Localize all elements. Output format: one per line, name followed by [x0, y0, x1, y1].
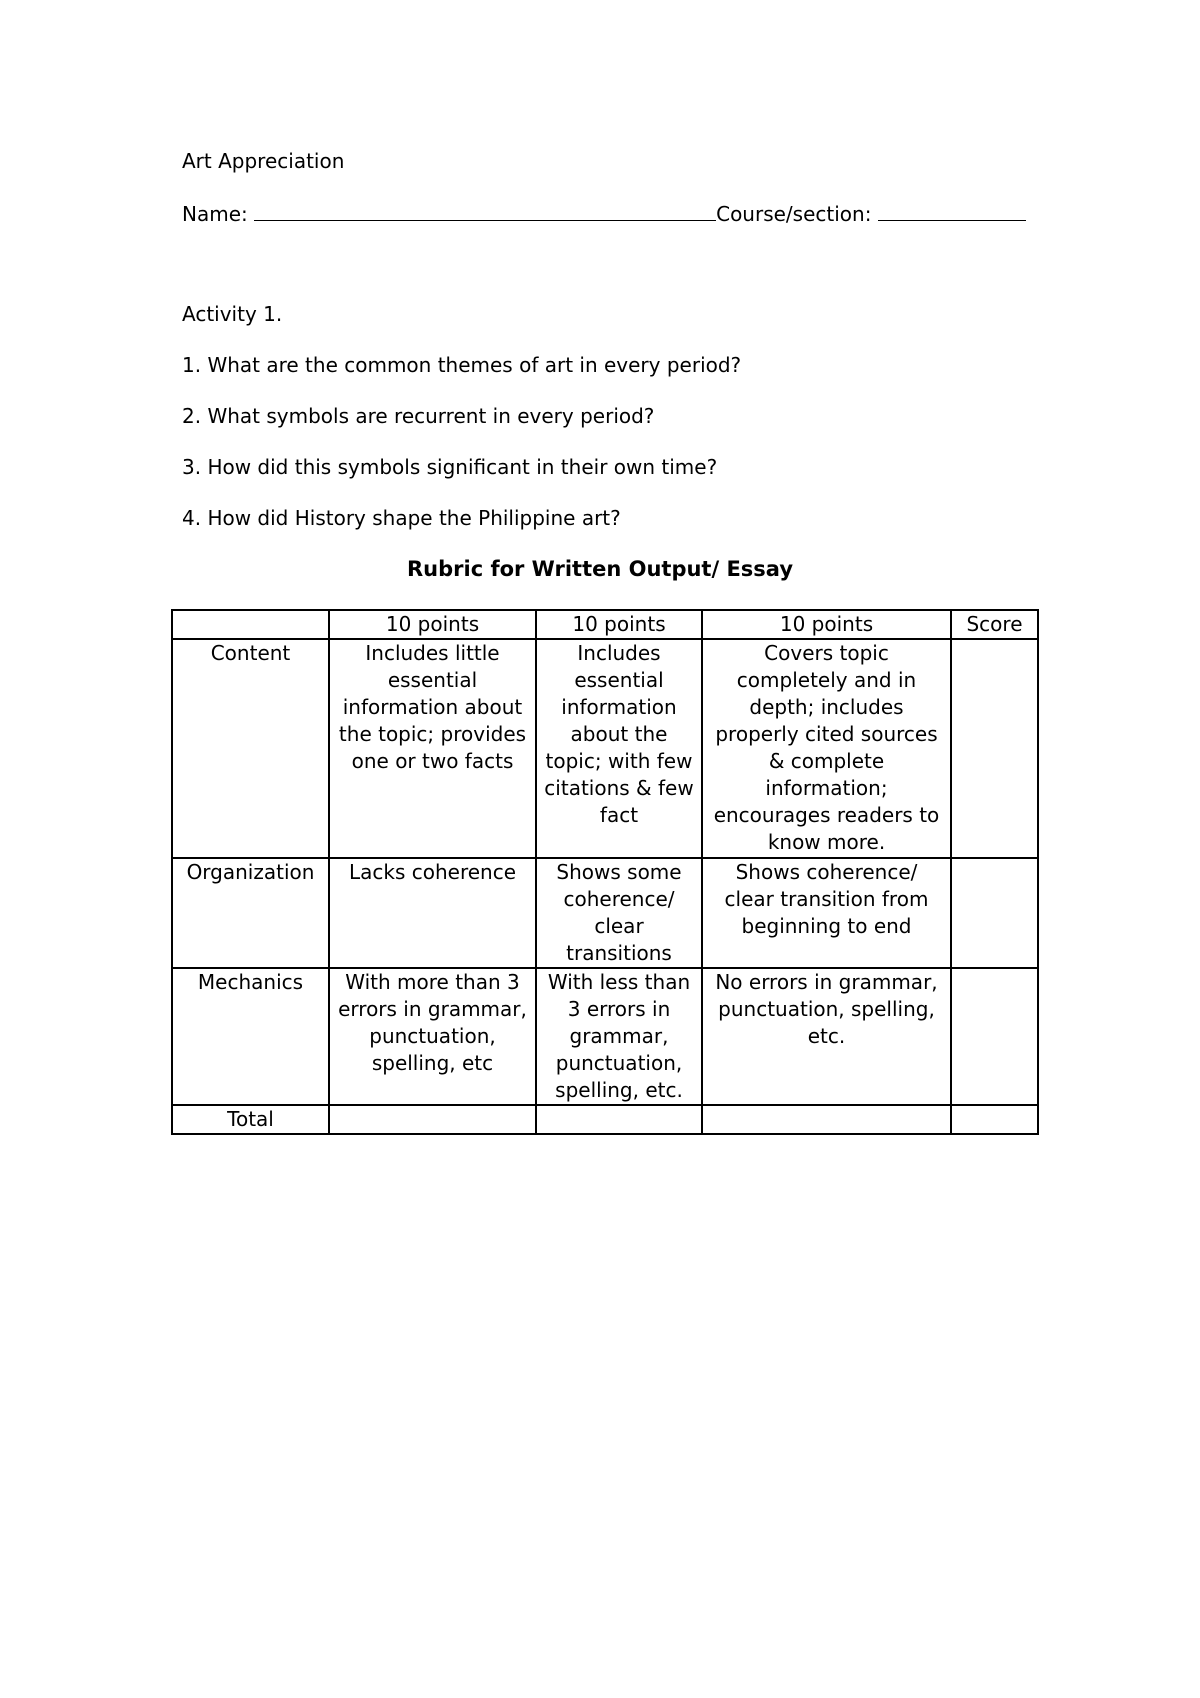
question-1: 1. What are the common themes of art in every period?: [182, 353, 742, 377]
total-empty-cell: [536, 1105, 702, 1134]
level-cell: Shows coherence/ clear transition from beginning to end: [702, 858, 951, 968]
level-cell: Includes little essential information about the topic; provides one or two facts: [329, 639, 536, 858]
level-cell: With less than 3 errors in grammar, punctuation, spelling, etc.: [536, 968, 702, 1105]
header-cell-points: 10 points: [329, 610, 536, 639]
question-4: 4. How did History shape the Philippine art?: [182, 506, 621, 530]
course-title: Art Appreciation: [182, 149, 345, 173]
score-cell[interactable]: [951, 858, 1038, 968]
total-score-cell[interactable]: [951, 1105, 1038, 1134]
rubric-row-organization: [172, 858, 1038, 968]
rubric-table: [171, 609, 1039, 1135]
total-empty-cell: [329, 1105, 536, 1134]
level-cell: No errors in grammar, punctuation, spelling, etc.: [702, 968, 951, 1105]
name-label: Name:: [182, 202, 248, 226]
criterion-cell: Content: [172, 639, 329, 858]
level-cell: Shows some coherence/ clear transitions: [536, 858, 702, 968]
rubric-header-row: [172, 610, 1038, 639]
rubric-title: Rubric for Written Output/ Essay: [406, 557, 794, 581]
header-cell-points: 10 points: [536, 610, 702, 639]
total-label-cell: Total: [172, 1105, 329, 1134]
header-cell-score: Score: [951, 610, 1038, 639]
level-cell: Lacks coherence: [329, 858, 536, 968]
name-course-line: [182, 200, 1026, 226]
course-section-blank-field[interactable]: [878, 200, 1026, 221]
course-section-label: Course/section:: [716, 202, 872, 226]
question-3: 3. How did this symbols significant in their own time?: [182, 455, 718, 479]
criterion-cell: Organization: [172, 858, 329, 968]
rubric-row-content: [172, 639, 1038, 858]
header-cell-points: 10 points: [702, 610, 951, 639]
level-cell: With more than 3 errors in grammar, punctuation, spelling, etc: [329, 968, 536, 1105]
score-cell[interactable]: [951, 639, 1038, 858]
rubric-row-total: [172, 1105, 1038, 1134]
criterion-cell: Mechanics: [172, 968, 329, 1105]
activity-title: Activity 1.: [182, 302, 283, 326]
score-cell[interactable]: [951, 968, 1038, 1105]
name-blank-field[interactable]: [254, 200, 716, 221]
level-cell: Covers topic completely and in depth; includes properly cited sources & complete information; encourages readers to know more.: [702, 639, 951, 858]
level-cell: Includes essential information about the topic; with few citations & few fact: [536, 639, 702, 858]
question-2: 2. What symbols are recurrent in every period?: [182, 404, 655, 428]
rubric-row-mechanics: [172, 968, 1038, 1105]
header-cell-blank: [172, 610, 329, 639]
total-empty-cell: [702, 1105, 951, 1134]
